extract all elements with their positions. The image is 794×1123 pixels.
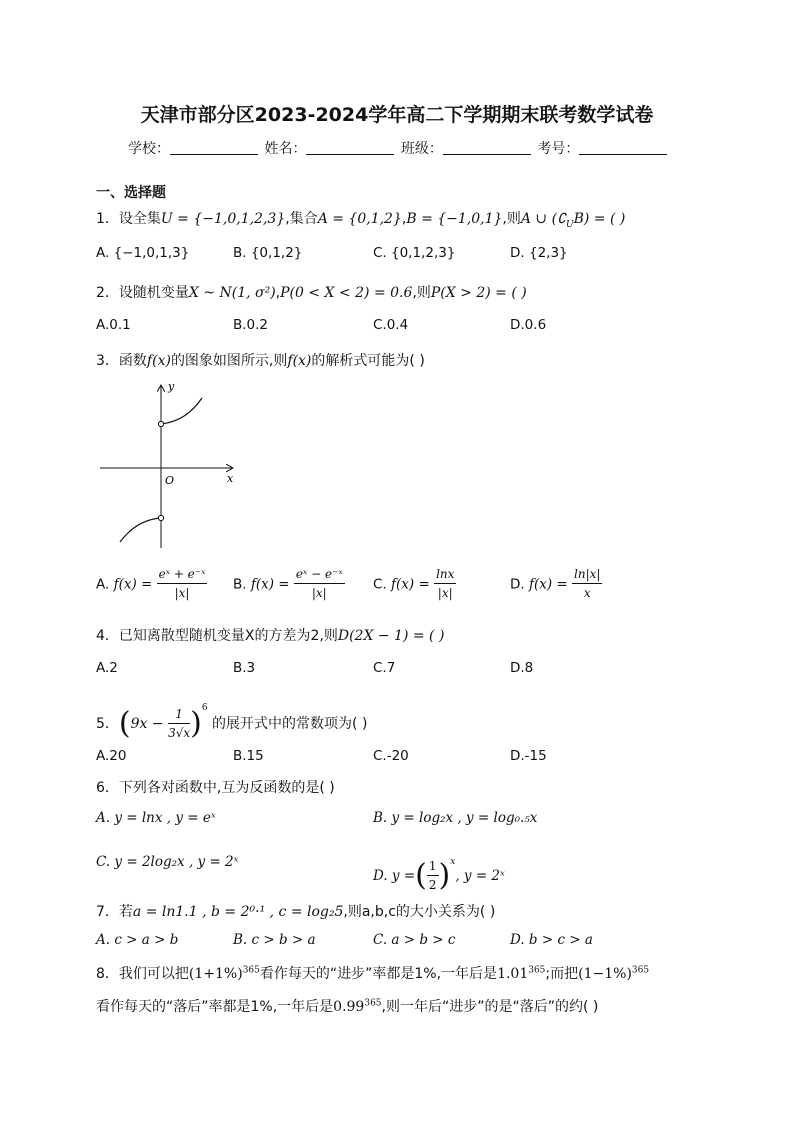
question-1-stem: 1．设全集U = {−1,0,1,2,3},集合A = {0,1,2},B = {−1,0,1},则A ∪ $(∁_UB)$ = ( ) bbox=[96, 211, 626, 230]
fraction: $\frac{\ln x}{|x|}$ bbox=[436, 567, 455, 600]
upper-branch-curve bbox=[161, 398, 202, 424]
question-1-option-c[interactable]: C. {0,1,2,3} bbox=[373, 245, 456, 261]
y-axis-label: y bbox=[168, 380, 175, 393]
class-blank[interactable] bbox=[443, 140, 531, 155]
fraction: $\frac{\ln|x|}{x}$ bbox=[574, 567, 601, 600]
number-blank[interactable] bbox=[579, 140, 667, 155]
question-2-stem: 2．设随机变量X ~ N(1, σ²),P(0 < X < 2) = 0.6,则P(X > 2) = ( ) bbox=[96, 285, 527, 301]
question-6-option-c[interactable]: C. y = 2log₂x , y = 2ˣ bbox=[96, 854, 239, 870]
question-2-option-b[interactable]: B.0.2 bbox=[233, 317, 269, 333]
question-6-option-d[interactable]: D. y =( $\frac{1}{2}$ )$^x$, y = 2ˣ bbox=[373, 857, 505, 893]
question-5-option-d[interactable]: D.-15 bbox=[510, 748, 547, 764]
question-4-option-d[interactable]: D.8 bbox=[510, 660, 534, 676]
question-3-stem: 3．函数f(x)的图象如图所示,则f(x)的解析式可能为( ) bbox=[96, 353, 425, 369]
class-label: 班级： bbox=[400, 141, 443, 157]
question-2-option-a[interactable]: A.0.1 bbox=[96, 317, 131, 333]
question-1-option-b[interactable]: B. {0,1,2} bbox=[233, 245, 303, 261]
fraction: $\frac{1}{2}$ bbox=[428, 858, 437, 892]
question-6-stem: 6．下列各对函数中,互为反函数的是( ) bbox=[96, 780, 335, 796]
school-label: 学校： bbox=[128, 141, 170, 157]
lower-branch-curve bbox=[120, 518, 161, 542]
question-4-stem: 4．已知离散型随机变量X的方差为2,则D(2X − 1) = ( ) bbox=[96, 628, 445, 644]
question-7-option-c[interactable]: C. a > b > c bbox=[373, 932, 456, 948]
question-1-option-a[interactable]: A. {−1,0,1,3} bbox=[96, 245, 190, 261]
question-5-option-b[interactable]: B.15 bbox=[233, 748, 264, 764]
x-axis-label: x bbox=[227, 472, 234, 485]
question-3-option-d[interactable]: D. f(x) = $\frac{\ln|x|}{x}$ bbox=[510, 566, 602, 603]
question-6-option-a[interactable]: A. y = lnx , y = eˣ bbox=[96, 810, 216, 826]
name-blank[interactable] bbox=[306, 140, 394, 155]
question-8-stem-line-1: 8．我们可以把$(1+1\%)^{365}$看作每天的“进步”率都是1%,一年后是1.01$^{365}$;而把$(1-1\%)^{365}$ bbox=[96, 965, 650, 982]
fraction: $\frac{\text{eˣ − e⁻ˣ}}{|x|}$ bbox=[295, 567, 343, 600]
origin-label: O bbox=[165, 474, 175, 487]
question-1-option-d[interactable]: D. {2,3} bbox=[510, 245, 568, 261]
question-3-option-c[interactable]: C. f(x) = $\frac{\ln x}{|x|}$ bbox=[373, 566, 456, 603]
number-label: 考号： bbox=[537, 141, 580, 157]
name-label: 姓名： bbox=[264, 141, 307, 157]
question-3-option-b[interactable]: B. f(x) = $\frac{\text{eˣ − e⁻ˣ}}{|x|}$ bbox=[233, 566, 345, 603]
question-4-option-c[interactable]: C.7 bbox=[373, 660, 396, 676]
school-blank[interactable] bbox=[170, 140, 258, 155]
question-5-option-c[interactable]: C.-20 bbox=[373, 748, 409, 764]
fraction: $\frac{\text{eˣ + e⁻ˣ}}{|x|}$ bbox=[158, 567, 206, 600]
section-heading: 一、选择题 bbox=[96, 185, 166, 201]
open-point-lower bbox=[158, 515, 163, 520]
fraction: $\frac{1}{3√x}$ bbox=[168, 706, 191, 740]
student-info-line bbox=[128, 138, 669, 158]
question-7-option-b[interactable]: B. c > b > a bbox=[233, 932, 316, 948]
question-7-stem: 7．若a = ln1.1 , b = 2⁰·¹ , c = log₂5,则a,b,c的大小关系为( ) bbox=[96, 904, 496, 920]
question-2-option-c[interactable]: C.0.4 bbox=[373, 317, 409, 333]
page-title: 天津市部分区2023-2024学年高二下学期期末联考数学试卷 bbox=[140, 104, 654, 126]
question-8-stem-line-2: 看作每天的“落后”率都是1%,一年后是0.99$^{365}$,则一年后“进步”的是“落后”的约( ) bbox=[96, 998, 599, 1015]
open-point-upper bbox=[158, 421, 163, 426]
question-5-option-a[interactable]: A.20 bbox=[96, 748, 127, 764]
question-6-option-b[interactable]: B. y = log₂x , y = log₀.₅x bbox=[373, 810, 538, 826]
question-7-option-d[interactable]: D. b > c > a bbox=[510, 932, 593, 948]
question-4-option-a[interactable]: A.2 bbox=[96, 660, 118, 676]
question-2-option-d[interactable]: D.0.6 bbox=[510, 317, 547, 333]
question-3-option-a[interactable]: A. f(x) = $\frac{\text{eˣ + e⁻ˣ}}{|x|}$ bbox=[96, 566, 207, 603]
question-4-option-b[interactable]: B.3 bbox=[233, 660, 256, 676]
question-5-stem: 5．(9x − $\frac{1}{3√x}$ )$^6$ 的展开式中的常数项为( ) bbox=[96, 703, 368, 741]
function-graph bbox=[96, 378, 246, 550]
question-7-option-a[interactable]: A. c > a > b bbox=[96, 932, 179, 948]
